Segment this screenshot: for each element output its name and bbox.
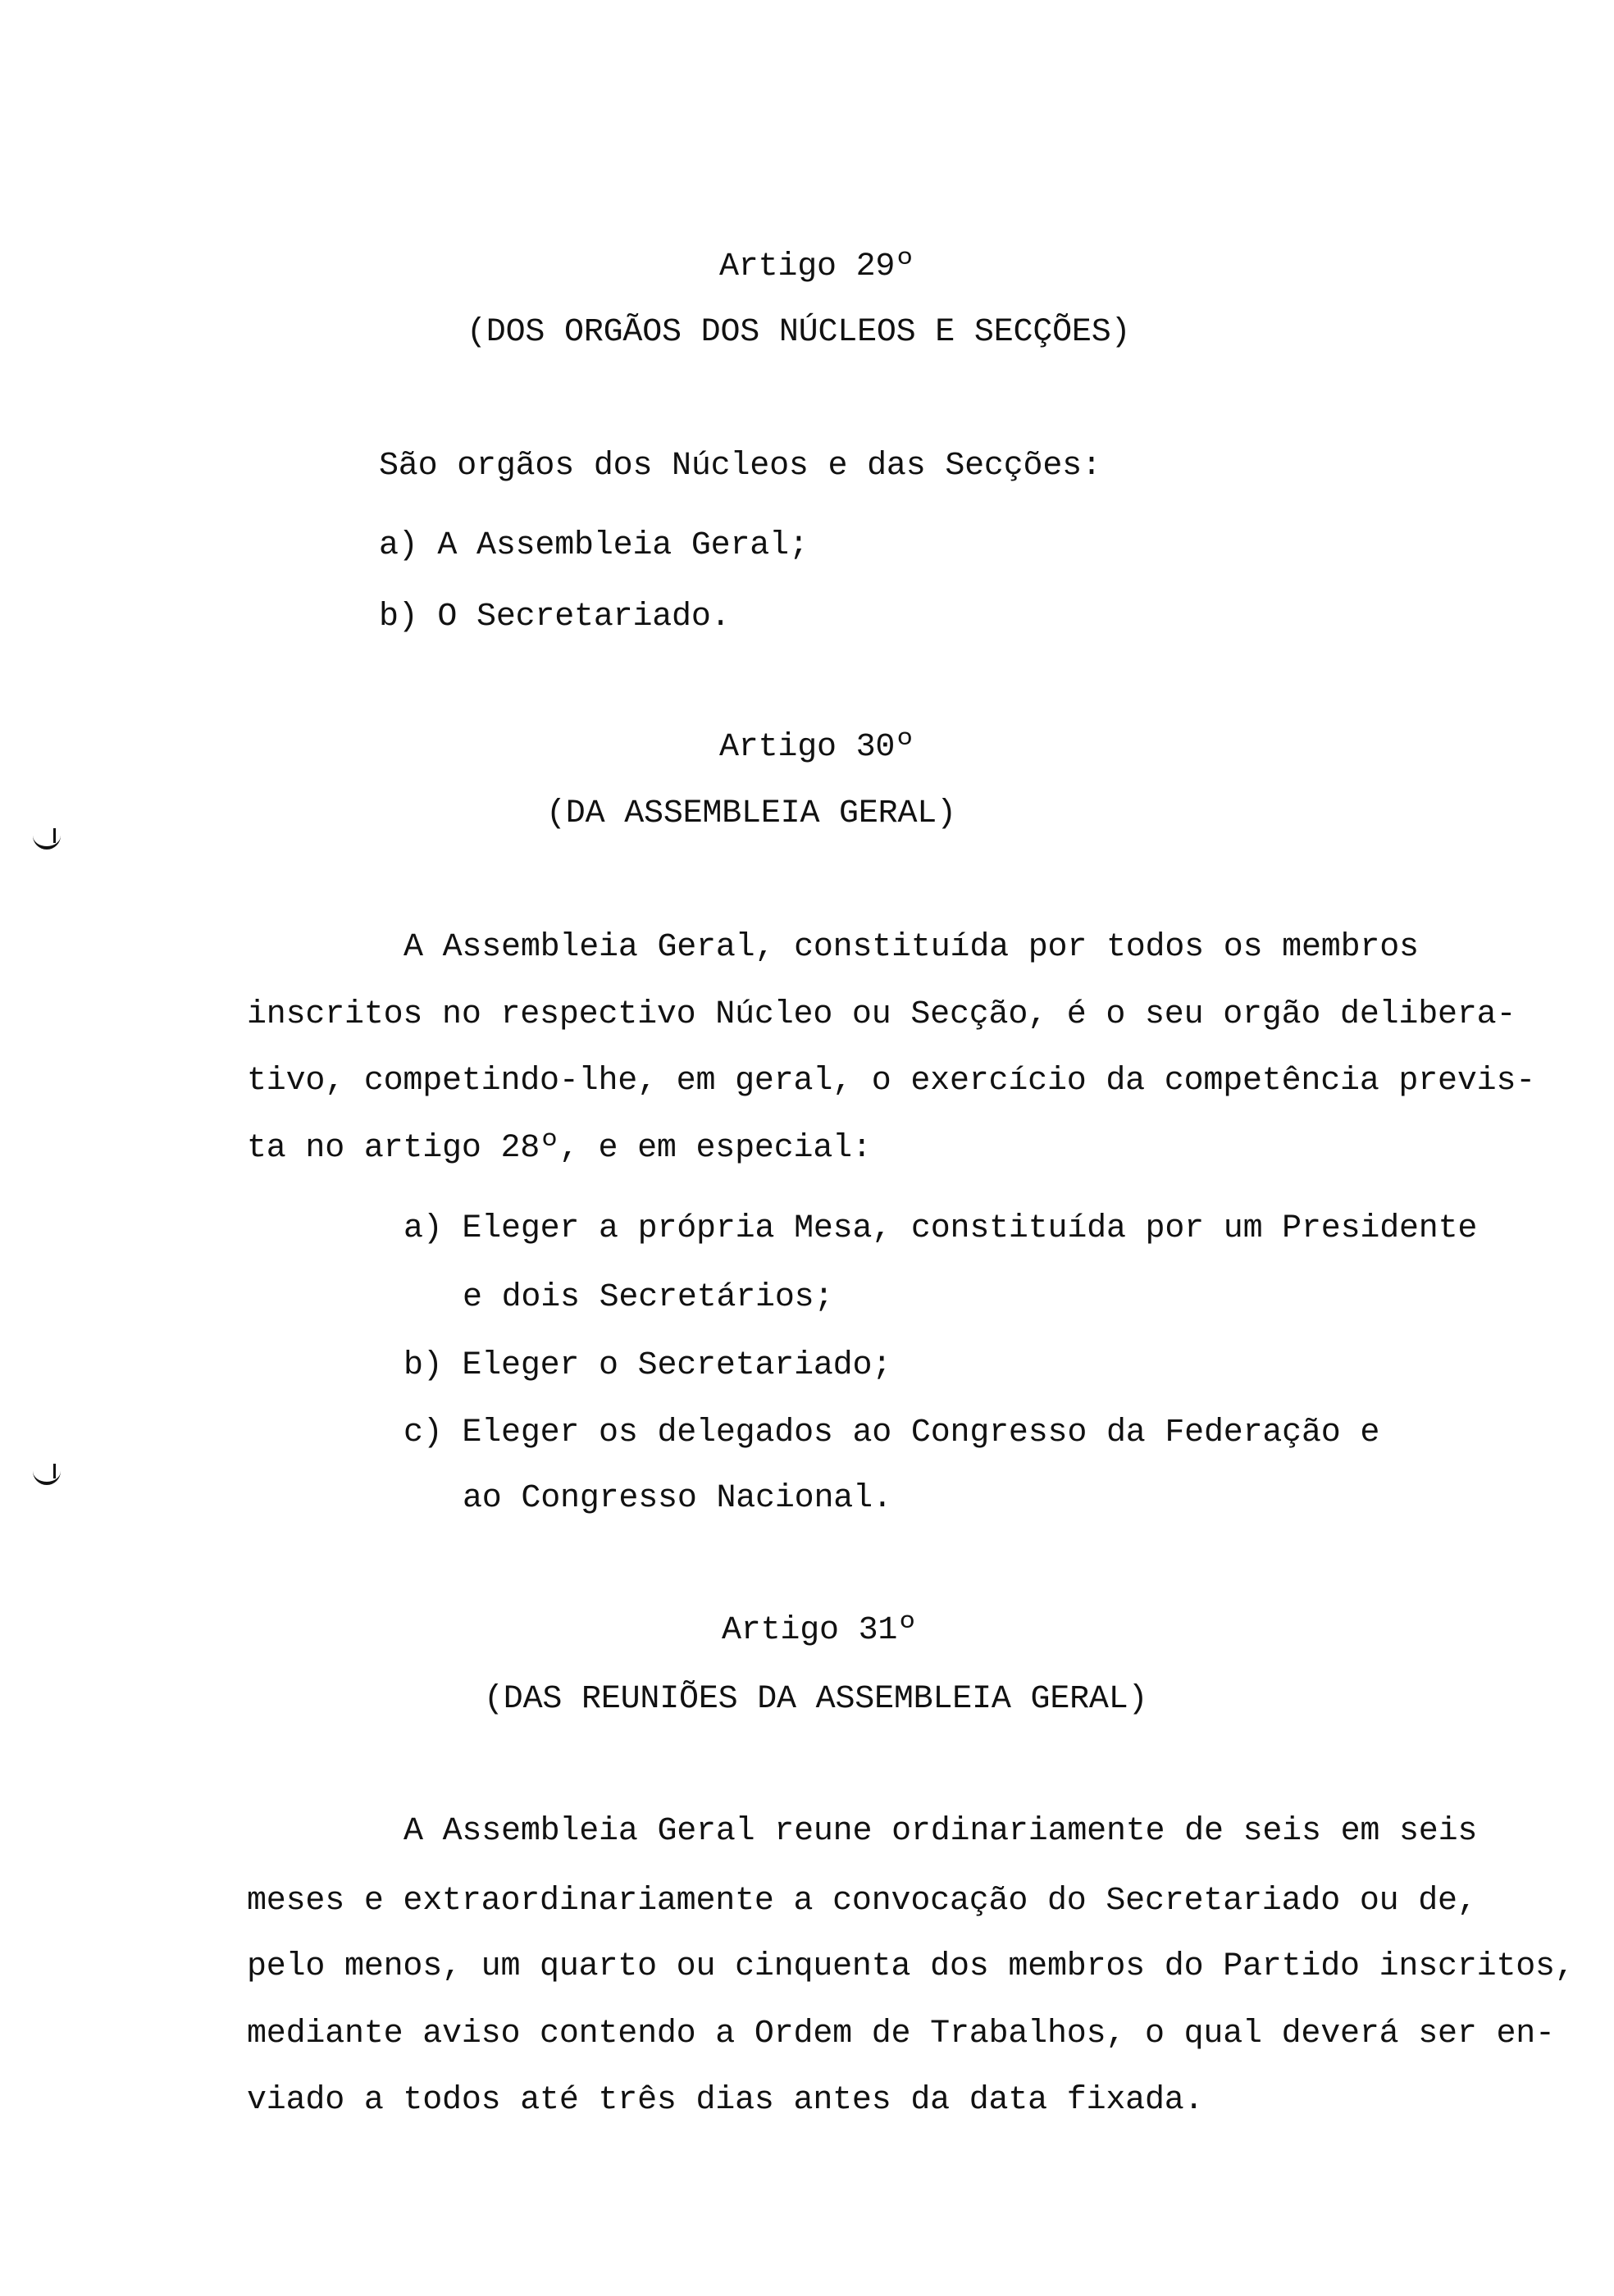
list-item: a) A Assembleia Geral; — [379, 527, 809, 564]
paragraph-line: A Assembleia Geral reune ordinariamente de seis em seis — [404, 1813, 1478, 1850]
list-item: b) Eleger o Secretariado; — [404, 1347, 892, 1384]
paragraph-line: ta no artigo 28º, e em especial: — [247, 1130, 872, 1167]
list-item-continuation: ao Congresso Nacional. — [463, 1480, 892, 1517]
paragraph-line: pelo menos, um quarto ou cinquenta dos membros do Partido inscritos, — [247, 1948, 1575, 1985]
margin-mark — [33, 1470, 61, 1485]
margin-mark — [33, 835, 61, 850]
paragraph-line: A Assembleia Geral, constituída por todos os membros — [404, 929, 1419, 966]
paragraph-line: viado a todos até três dias antes da data fixada. — [247, 2082, 1204, 2119]
list-item: c) Eleger os delegados ao Congresso da Federação e — [404, 1414, 1380, 1451]
paragraph-line: mediante aviso contendo a Ordem de Trabalhos, o qual deverá ser en- — [247, 2016, 1555, 2052]
list-item-continuation: e dois Secretários; — [463, 1279, 834, 1316]
article-subheading: (DAS REUNIÕES DA ASSEMBLEIA GERAL) — [484, 1681, 1148, 1718]
paragraph-line: inscritos no respectivo Núcleo ou Secção, é o seu orgão delibera- — [247, 996, 1516, 1033]
article-intro: São orgãos dos Núcleos e das Secções: — [379, 448, 1101, 485]
article-heading: Artigo 30º — [719, 729, 915, 766]
article-heading: Artigo 29º — [719, 248, 915, 285]
paragraph-line: tivo, competindo-lhe, em geral, o exercício da competência previs- — [247, 1063, 1536, 1100]
list-item: b) O Secretariado. — [379, 599, 731, 636]
paragraph-line: meses e extraordinariamente a convocação do Secretariado ou de, — [247, 1883, 1477, 1920]
article-subheading: (DA ASSEMBLEIA GERAL) — [546, 795, 956, 832]
article-subheading: (DOS ORGÃOS DOS NÚCLEOS E SECÇÕES) — [467, 314, 1131, 351]
list-item: a) Eleger a própria Mesa, constituída por um Presidente — [404, 1210, 1478, 1247]
article-heading: Artigo 31º — [722, 1612, 918, 1649]
